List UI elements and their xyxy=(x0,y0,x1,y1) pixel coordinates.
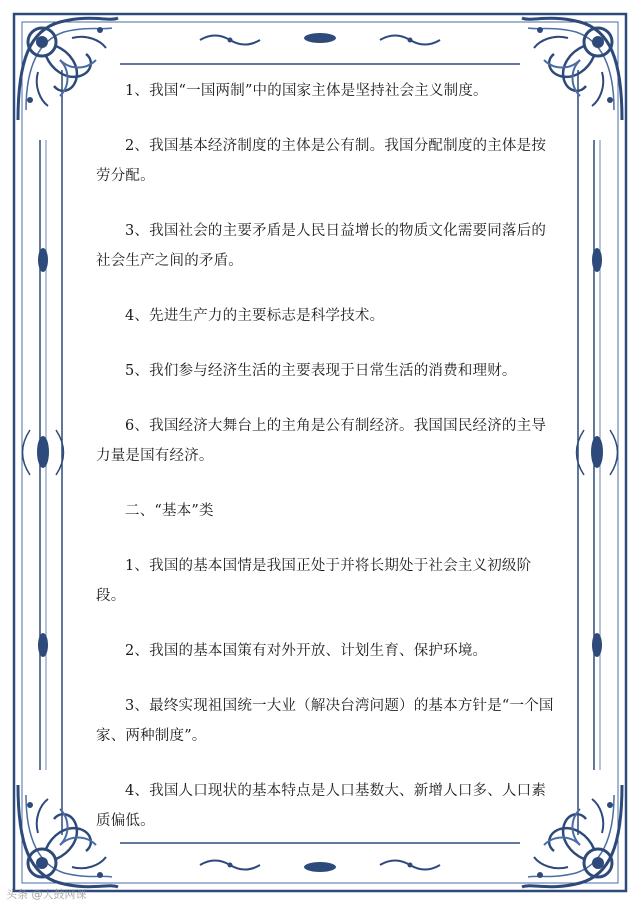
paragraph: 4、我国人口现状的基本特点是人口基数大、新增人口多、人口素质偏低。 xyxy=(96,783,547,829)
paragraph: 3、最终实现祖国统一大业（解决台湾问题）的基本方针是“一个国家、两种制度”。 xyxy=(96,698,554,744)
watermark-text: 头条 @大鼓网课 xyxy=(6,888,87,901)
paragraph: 1、我国的基本国情是我国正处于并将长期处于社会主义初级阶段。 xyxy=(96,558,532,604)
paragraph: 2、我国基本经济制度的主体是公有制。我国分配制度的主体是按劳分配。 xyxy=(96,138,547,184)
section-heading: 二、“基本”类 xyxy=(125,503,214,519)
paragraph: 1、我国“一国两制”中的国家主体是坚持社会主义制度。 xyxy=(125,83,488,99)
watermark xyxy=(6,886,87,902)
paragraph: 4、先进生产力的主要标志是科学技术。 xyxy=(125,308,385,324)
document-body xyxy=(96,76,556,861)
paragraph: 2、我国的基本国策有对外开放、计划生育、保护环境。 xyxy=(125,643,488,659)
paragraph: 3、我国社会的主要矛盾是人民日益增长的物质文化需要同落后的社会生产之间的矛盾。 xyxy=(96,223,547,269)
paragraph: 5、我们参与经济生活的主要表现于日常生活的消费和理财。 xyxy=(125,363,517,379)
paragraph: 6、我国经济大舞台上的主角是公有制经济。我国国民经济的主导力量是国有经济。 xyxy=(96,418,547,464)
